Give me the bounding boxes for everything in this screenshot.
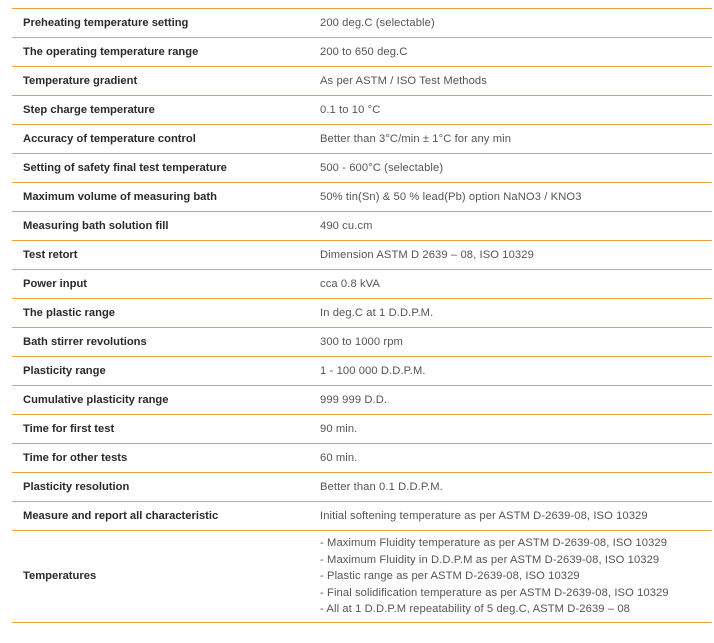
table-row	[12, 386, 712, 415]
spec-label: Plasticity range	[12, 357, 309, 386]
spec-label: Bath stirrer revolutions	[12, 328, 309, 357]
table-row	[12, 299, 712, 328]
spec-label: Preheating temperature setting	[12, 9, 309, 38]
spec-label: The plastic range	[12, 299, 309, 328]
table-row	[12, 502, 712, 531]
spec-value: 1 - 100 000 D.D.P.M.	[309, 357, 712, 386]
spec-label: The operating temperature range	[12, 38, 309, 67]
spec-value: Better than 3°C/min ± 1°C for any min	[309, 125, 712, 154]
spec-value: 999 999 D.D.	[309, 386, 712, 415]
spec-label: Accuracy of temperature control	[12, 125, 309, 154]
temperature-line: - Final solidification temperature as per ASTM D-2639-08, ISO 10329	[320, 586, 669, 599]
spec-label-temperatures: Temperatures	[12, 531, 309, 623]
spec-label: Step charge temperature	[12, 96, 309, 125]
spec-value: As per ASTM / ISO Test Methods	[309, 67, 712, 96]
spec-value: Better than 0.1 D.D.P.M.	[309, 473, 712, 502]
temperature-line: - Plastic range as per ASTM D-2639-08, ISO 10329	[320, 570, 580, 583]
table-row	[12, 212, 712, 241]
spec-label: Time for other tests	[12, 444, 309, 473]
spec-label: Measure and report all characteristic	[12, 502, 309, 531]
spec-label: Cumulative plasticity range	[12, 386, 309, 415]
spec-label: Time for first test	[12, 415, 309, 444]
spec-label: Plasticity resolution	[12, 473, 309, 502]
temperature-line: - Maximum Fluidity temperature as per ASTM D-2639-08, ISO 10329	[320, 537, 668, 550]
table-row	[12, 183, 712, 212]
table-row	[12, 9, 712, 38]
specifications-table	[12, 8, 712, 623]
spec-value: 300 to 1000 rpm	[309, 328, 712, 357]
table-row	[12, 270, 712, 299]
spec-value: 490 cu.cm	[309, 212, 712, 241]
spec-label: Temperature gradient	[12, 67, 309, 96]
spec-value: Dimension ASTM D 2639 – 08, ISO 10329	[309, 241, 712, 270]
table-row	[12, 154, 712, 183]
table-row	[12, 241, 712, 270]
temperature-line: - Maximum Fluidity in D.D.P.M as per ASTM D-2639-08, ISO 10329	[320, 553, 660, 566]
spec-value: 200 deg.C (selectable)	[309, 9, 712, 38]
spec-value-temperatures	[309, 531, 712, 623]
spec-value: 0.1 to 10 °C	[309, 96, 712, 125]
spec-value: 60 min.	[309, 444, 712, 473]
spec-value: 200 to 650 deg.C	[309, 38, 712, 67]
table-row-temperatures	[12, 531, 712, 623]
spec-value: Initial softening temperature as per ASTM D-2639-08, ISO 10329	[309, 502, 712, 531]
temperature-line: - All at 1 D.D.P.M repeatability of 5 deg.C, ASTM D-2639 – 08	[320, 603, 630, 616]
table-row	[12, 96, 712, 125]
table-row	[12, 415, 712, 444]
spec-value: cca 0.8 kVA	[309, 270, 712, 299]
spec-value: 50% tin(Sn) & 50 % lead(Pb) option NaNO3 / KNO3	[309, 183, 712, 212]
spec-label: Measuring bath solution fill	[12, 212, 309, 241]
spec-label: Setting of safety final test temperature	[12, 154, 309, 183]
table-row	[12, 444, 712, 473]
table-row	[12, 473, 712, 502]
table-row	[12, 328, 712, 357]
table-row	[12, 125, 712, 154]
spec-value: 90 min.	[309, 415, 712, 444]
spec-label: Maximum volume of measuring bath	[12, 183, 309, 212]
table-row	[12, 357, 712, 386]
table-row	[12, 38, 712, 67]
spec-value: 500 - 600°C (selectable)	[309, 154, 712, 183]
table-row	[12, 67, 712, 96]
spec-label: Test retort	[12, 241, 309, 270]
spec-value: In deg.C at 1 D.D.P.M.	[309, 299, 712, 328]
spec-label: Power input	[12, 270, 309, 299]
